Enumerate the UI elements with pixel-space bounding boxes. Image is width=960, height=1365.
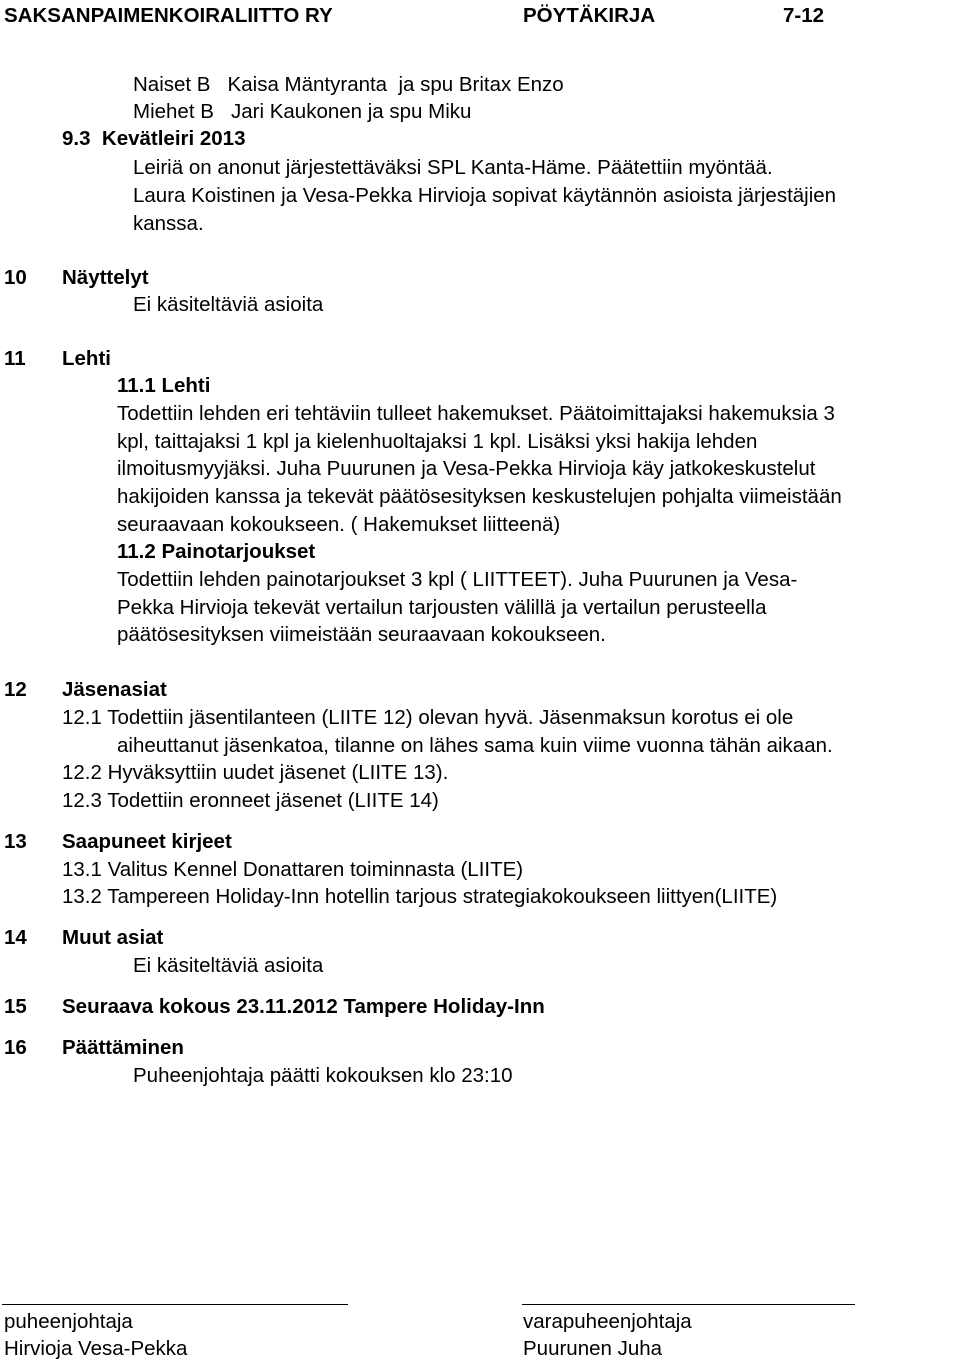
section-10-body: Ei käsiteltäviä asioita — [133, 293, 324, 316]
section-15-title: Seuraava kokous 23.11.2012 Tampere Holiday-Inn — [62, 995, 545, 1018]
section-12-line: 12.3 Todettiin eronneet jäsenet (LIITE 14) — [62, 789, 439, 812]
section-16-title: Päättäminen — [62, 1036, 184, 1059]
section-9-3-line: kanssa. — [133, 212, 204, 235]
section-13-number: 13 — [4, 830, 27, 853]
signature-line-left — [2, 1304, 348, 1305]
section-11-2-heading: 11.2 Painotarjoukset — [117, 540, 316, 563]
section-11-1-line: ilmoitusmyyjäksi. Juha Puurunen ja Vesa-Pekka Hirvioja käy jatkokeskustelut — [117, 457, 816, 480]
section-10-number: 10 — [4, 266, 27, 289]
section-14-number: 14 — [4, 926, 27, 949]
section-9-3-line: Laura Koistinen ja Vesa-Pekka Hirvioja sopivat käytännön asioista järjestäjien — [133, 184, 837, 207]
section-11-number: 11 — [4, 347, 26, 370]
section-11-1-line: Todettiin lehden eri tehtäviin tulleet hakemukset. Päätoimittajaksi hakemuksia 3 — [117, 402, 835, 425]
signature-left-role: puheenjohtaja — [4, 1310, 133, 1333]
section-16-number: 16 — [4, 1036, 27, 1059]
signature-right-name: Puurunen Juha — [523, 1337, 663, 1360]
section-12-line: 12.2 Hyväksyttiin uudet jäsenet (LIITE 13). — [62, 761, 449, 784]
section-14-title: Muut asiat — [62, 926, 164, 949]
section-11-title: Lehti — [62, 347, 111, 370]
section-13-title: Saapuneet kirjeet — [62, 830, 232, 853]
section-11-1-line: seuraavaan kokoukseen. ( Hakemukset liitteenä) — [117, 513, 561, 536]
section-11-2-line: Todettiin lehden painotarjoukset 3 kpl ( LIITTEET). Juha Puurunen ja Vesa- — [117, 568, 798, 591]
org-name: SAKSANPAIMENKOIRALIITTO RY — [4, 4, 333, 27]
section-12-line: 12.1 Todettiin jäsentilanteen (LIITE 12) olevan hyvä. Jäsenmaksun korotus ei ole — [62, 706, 794, 729]
section-11-2-line: päätösesityksen viimeistään seuraavaan kokoukseen. — [117, 623, 606, 646]
section-15-number: 15 — [4, 995, 27, 1018]
section-11-1-line: kpl, taittajaksi 1 kpl ja kielenhuoltajaksi 1 kpl. Lisäksi yksi hakija lehden — [117, 430, 758, 453]
winner-men: Miehet B Jari Kaukonen ja spu Miku — [133, 100, 472, 123]
signature-left-name: Hirvioja Vesa-Pekka — [4, 1337, 188, 1360]
signature-right-role: varapuheenjohtaja — [523, 1310, 692, 1333]
section-11-1-heading: 11.1 Lehti — [117, 374, 211, 397]
document-number: 7-12 — [783, 4, 825, 27]
section-16-body: Puheenjohtaja päätti kokouksen klo 23:10 — [133, 1064, 513, 1087]
section-11-1-line: hakijoiden kanssa ja tekevät päätösesityksen keskustelujen pohjalta viimeistään — [117, 485, 842, 508]
document-type: PÖYTÄKIRJA — [523, 4, 656, 27]
signature-line-right — [522, 1304, 855, 1305]
section-9-3-heading: 9.3 Kevätleiri 2013 — [62, 127, 246, 150]
section-13-line: 13.2 Tampereen Holiday-Inn hotellin tarjous strategiakokoukseen liittyen(LIITE) — [62, 885, 778, 908]
section-13-line: 13.1 Valitus Kennel Donattaren toiminnasta (LIITE) — [62, 858, 524, 881]
section-12-number: 12 — [4, 678, 27, 701]
section-11-2-line: Pekka Hirvioja tekevät vertailun tarjousten välillä ja vertailun perusteella — [117, 596, 767, 619]
section-9-3-line: Leiriä on anonut järjestettäväksi SPL Kanta-Häme. Päätettiin myöntää. — [133, 156, 773, 179]
winner-women: Naiset B Kaisa Mäntyranta ja spu Britax Enzo — [133, 73, 564, 96]
section-14-body: Ei käsiteltäviä asioita — [133, 954, 324, 977]
section-10-title: Näyttelyt — [62, 266, 149, 289]
section-12-title: Jäsenasiat — [62, 678, 167, 701]
section-12-line: aiheuttanut jäsenkatoa, tilanne on lähes sama kuin viime vuonna tähän aikaan. — [117, 734, 833, 757]
